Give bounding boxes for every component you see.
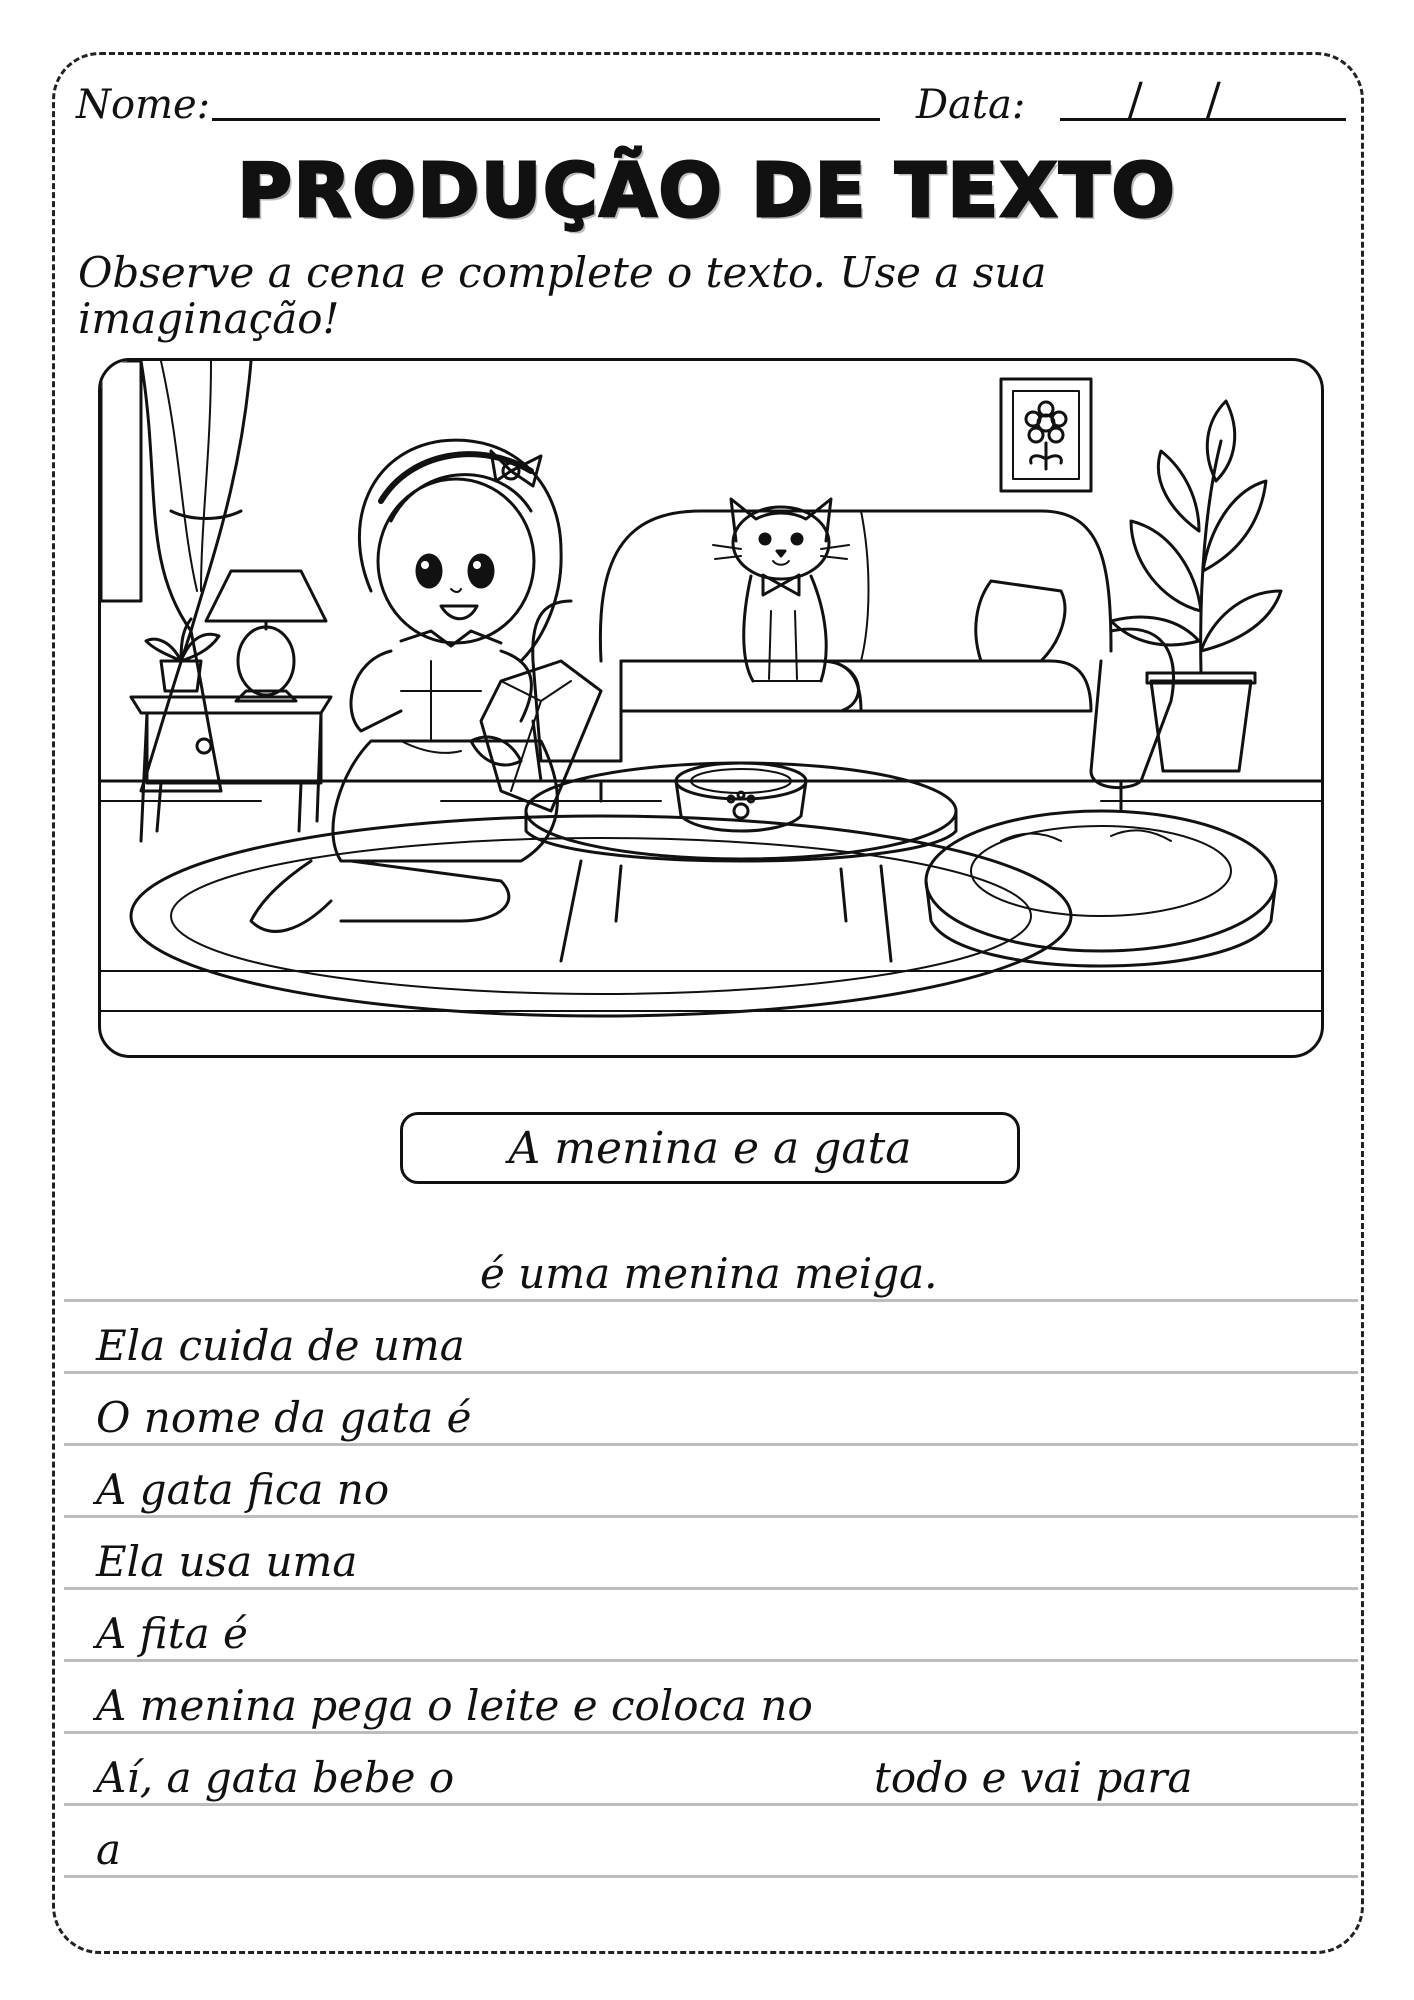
writing-line[interactable] [64, 1806, 1358, 1878]
name-label: Nome: [76, 82, 211, 128]
writing-line[interactable] [64, 1230, 1358, 1302]
line-text-right: é uma menina meiga. [480, 1249, 938, 1298]
side-table [131, 697, 331, 841]
instruction-text: Observe a cena e complete o texto. Use a sua imaginação! [78, 248, 1047, 343]
line-text-left: Aí, a gata bebe o [96, 1753, 455, 1802]
page-title: PRODUÇÃO DE TEXTO [237, 148, 1177, 234]
cat [713, 499, 858, 711]
writing-line[interactable] [64, 1446, 1358, 1518]
date-separator: / [1128, 74, 1143, 125]
line-text-left: Ela usa uma [96, 1537, 358, 1586]
date-separator: / [1206, 74, 1221, 125]
table-lamp [206, 571, 326, 701]
small-potted-plant [146, 619, 219, 691]
line-text-left: O nome da gata é [96, 1393, 472, 1442]
line-text-left: Ela cuida de uma [96, 1321, 465, 1370]
line-text-left: A gata fica no [96, 1465, 390, 1514]
pet-bed [926, 811, 1276, 966]
line-rule [64, 1875, 1358, 1878]
line-text-left: A menina pega o leite e coloca no [96, 1681, 813, 1730]
writing-line[interactable] [64, 1734, 1358, 1806]
date-label: Data: [916, 82, 1026, 128]
writing-line[interactable] [64, 1302, 1358, 1374]
line-text-left: a [96, 1825, 122, 1874]
writing-line[interactable] [64, 1590, 1358, 1662]
story-title-box: A menina e a gata [400, 1112, 1020, 1184]
writing-line[interactable] [64, 1662, 1358, 1734]
writing-line[interactable] [64, 1374, 1358, 1446]
line-text-left: A fita é [96, 1609, 248, 1658]
name-field-line[interactable] [212, 118, 880, 121]
date-field-line[interactable] [1060, 118, 1346, 121]
large-potted-plant [1111, 401, 1281, 771]
writing-line[interactable] [64, 1518, 1358, 1590]
line-text-right: todo e vai para [874, 1753, 1193, 1802]
sofa [533, 511, 1174, 809]
flower-picture-frame [1001, 379, 1091, 491]
girl [251, 440, 561, 931]
scene-illustration [98, 358, 1324, 1058]
